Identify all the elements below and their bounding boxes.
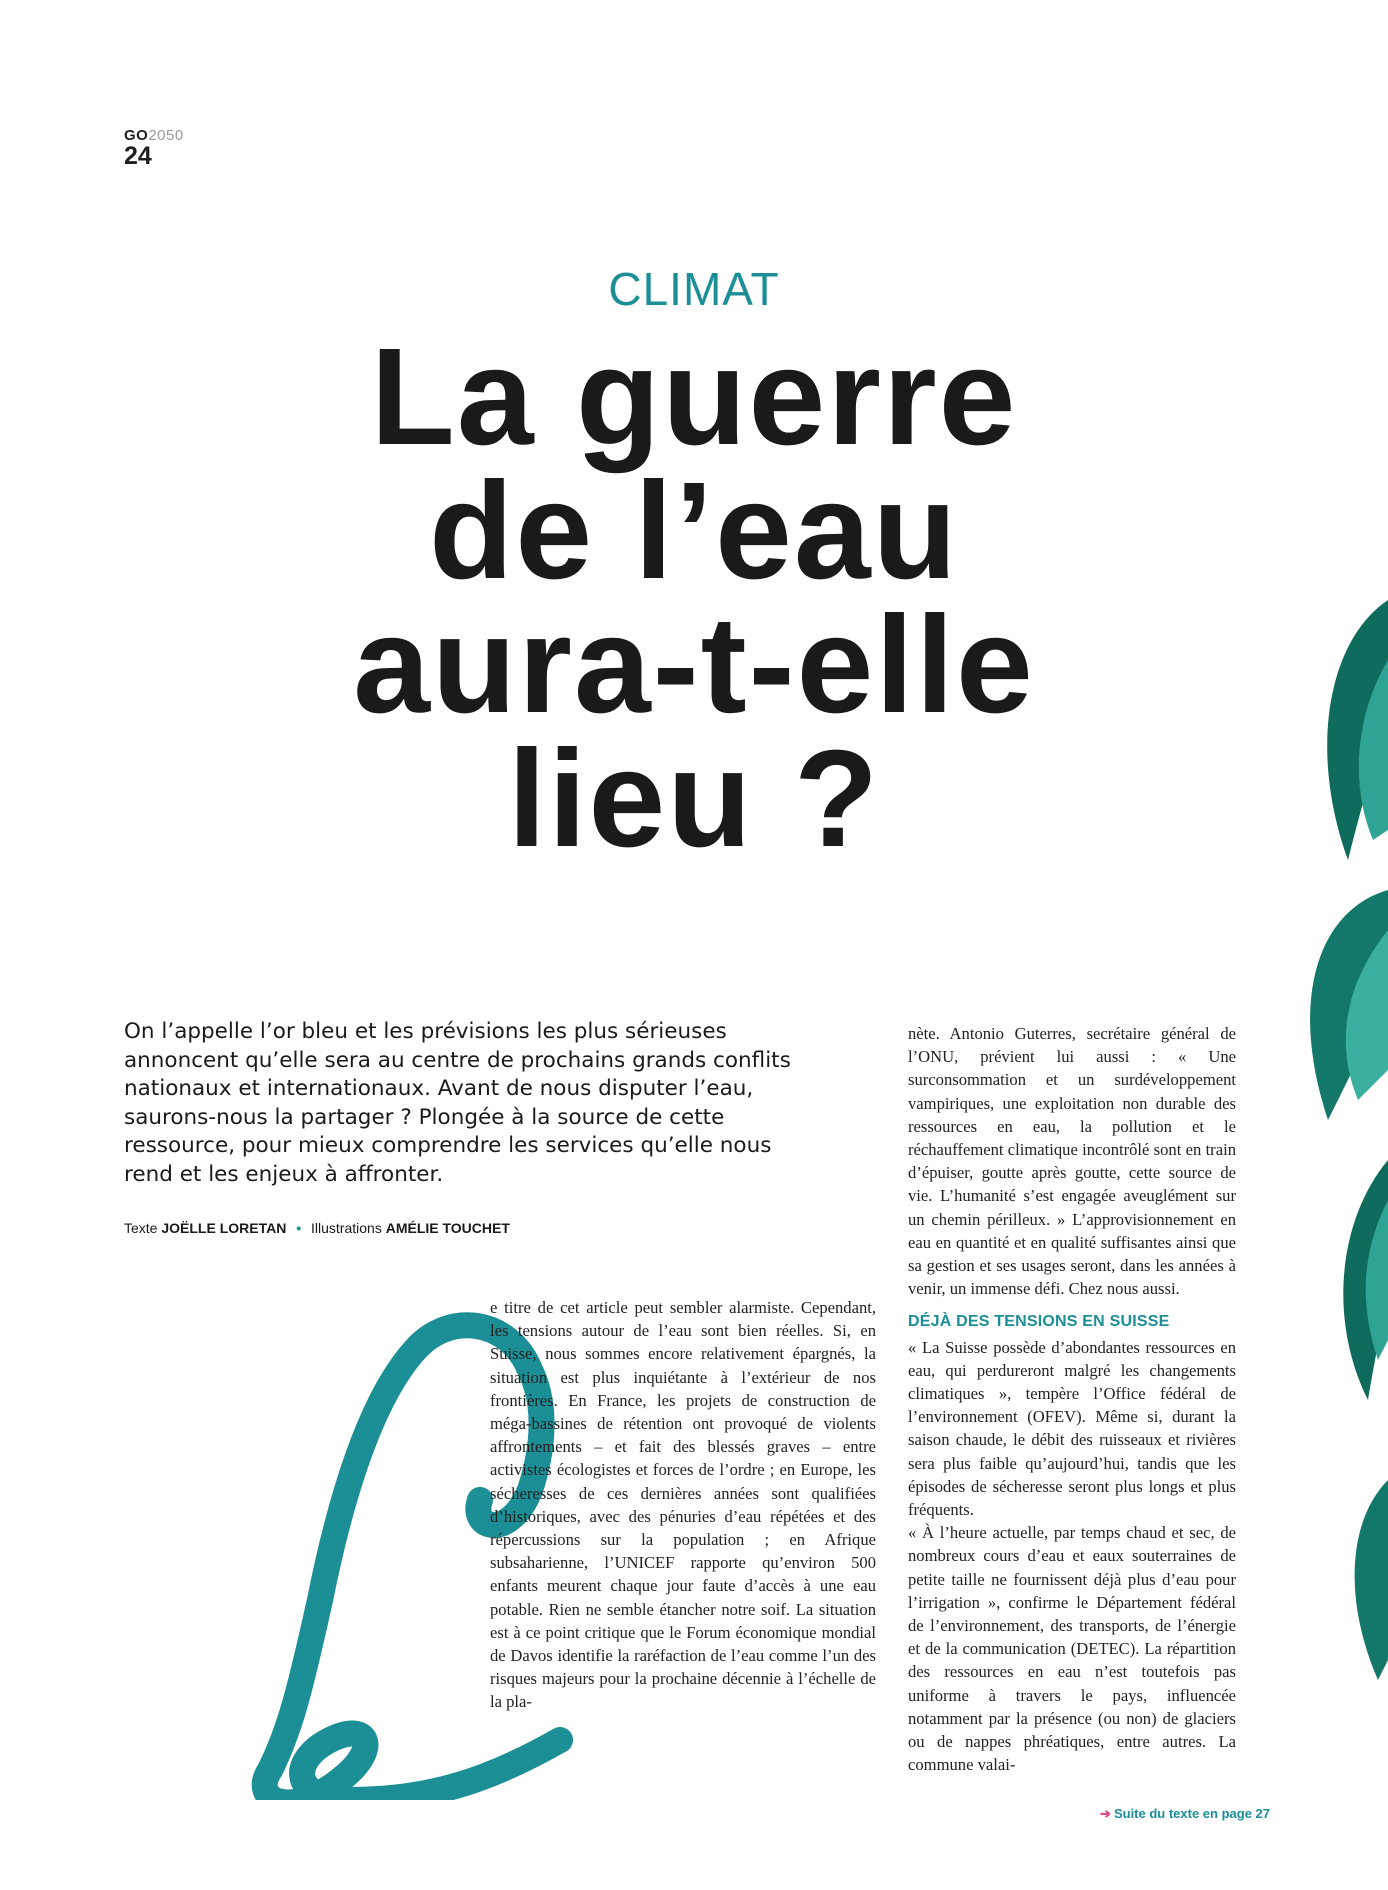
page-folio xyxy=(124,128,184,169)
credit-author: JOËLLE LORETAN xyxy=(161,1220,287,1236)
headline-line: lieu ? xyxy=(507,722,881,876)
article-headline xyxy=(0,320,1388,876)
headline-line: de l’eau xyxy=(429,454,959,608)
credit-text-label: Texte xyxy=(124,1220,158,1236)
credit-illustrations-label: Illustrations xyxy=(311,1220,382,1236)
credit-illustrator: AMÉLIE TOUCHET xyxy=(385,1220,510,1236)
section-subheading: DÉJÀ DES TENSIONS EN SUISSE xyxy=(908,1313,1170,1331)
column-2-paragraph: nète. Antonio Guterres, secrétaire général de l’ONU, prévient lui aussi : « Une surconsommation et un surdéveloppement vampiriques, une exploitation non durable des ressources en eau, la pollution et le réchauffement climatique incontrôlé sont en train d’épuiser, goutte après goutte, cette source de vie. L’humanité s’est engagée aveuglément sur un chemin périlleux. » L’approvisionnement en eau en quantité et en qualité suffisantes ainsi que sa gestion et ses usages seront, dans les années à venir, un immense défi. Chez nous aussi. xyxy=(908,1024,1236,1299)
leaf-illustration xyxy=(1288,600,1388,1720)
page-number: 24 xyxy=(124,142,152,170)
arrow-right-icon: ➔ xyxy=(1100,1806,1111,1821)
column-2-paragraph: « À l’heure actuelle, par temps chaud et sec, de nombreux cours d’eau et eaux souterraines de petite taille ne fournissent déjà plus d’eau pour l’irrigation », confirme le Département fédéral de l’environnement, des transports, de l’énergie et de la communication (DETEC). La répartition des ressources en eau n’est toutefois pas uniforme à travers le pays, influencée notamment par la présence (ou non) de glaciers ou de nappes phréatiques, entre autres. La commune valai- xyxy=(908,1523,1236,1775)
magazine-brand-year: 2050 xyxy=(148,127,184,144)
article-column-2 xyxy=(908,1022,1236,1777)
headline-line: La guerre xyxy=(370,320,1018,474)
magazine-brand: GO xyxy=(124,127,149,144)
leaf-shape xyxy=(1355,1480,1388,1680)
article-lede: On l’appelle l’or bleu et les prévisions les plus sérieuses annoncent qu’elle sera au centre de prochains grands conflits nationaux et internationaux. Avant de nous disputer l’eau, saurons-nous la partager ? Plongée à la source de cette ressource, pour mieux comprendre les services qu’elle nous rend et les enjeux à affronter. xyxy=(124,1019,791,1187)
headline-line: aura-t-elle xyxy=(353,588,1035,742)
continue-text: Suite du texte en page 27 xyxy=(1113,1806,1270,1821)
article-credits xyxy=(124,1220,510,1236)
continue-reference xyxy=(1058,1806,1270,1822)
column-2-paragraph: « La Suisse possède d’abondantes ressources en eau, qui perdureront malgré les changements climatiques », tempère l’Office fédéral de l’environnement (OFEV). Même si, durant la saison chaude, le débit des ruisseaux et rivières sera plus faible qu’aujourd’hui, tandis que les épisodes de sécheresse seront plus longs et plus fréquents. xyxy=(908,1337,1236,1520)
section-kicker: CLIMAT xyxy=(608,263,780,315)
article-column-1 xyxy=(490,1296,876,1714)
column-1-text: e titre de cet article peut sembler alarmiste. Cependant, les tensions autour de l’eau sont bien réelles. Si, en Suisse, nous sommes encore relativement épargnés, la situation est plus inquiétante à l’extérieur de nos frontières. En France, les projets de construction de méga-bassines de rétention ont provoqué de violents affrontements – et fait des blessés graves – entre activistes écologistes et forces de l’ordre ; en Europe, les sécheresses de ces dernières années sont qualifiées d’historiques, avec des pénuries d’eau répétées et des répercussions sur la population ; en Afrique subsaharienne, l’UNICEF rapporte qu’environ 500 enfants meurent chaque jour faute d’accès à une eau potable. Rien ne semble étancher notre soif. La situation est à ce point critique que le Forum économique mondial de Davos identifie la raréfaction de l’eau comme l’un des risques majeurs pour la prochaine décennie à l’échelle de la pla- xyxy=(490,1298,876,1712)
credit-separator: • xyxy=(296,1220,302,1236)
